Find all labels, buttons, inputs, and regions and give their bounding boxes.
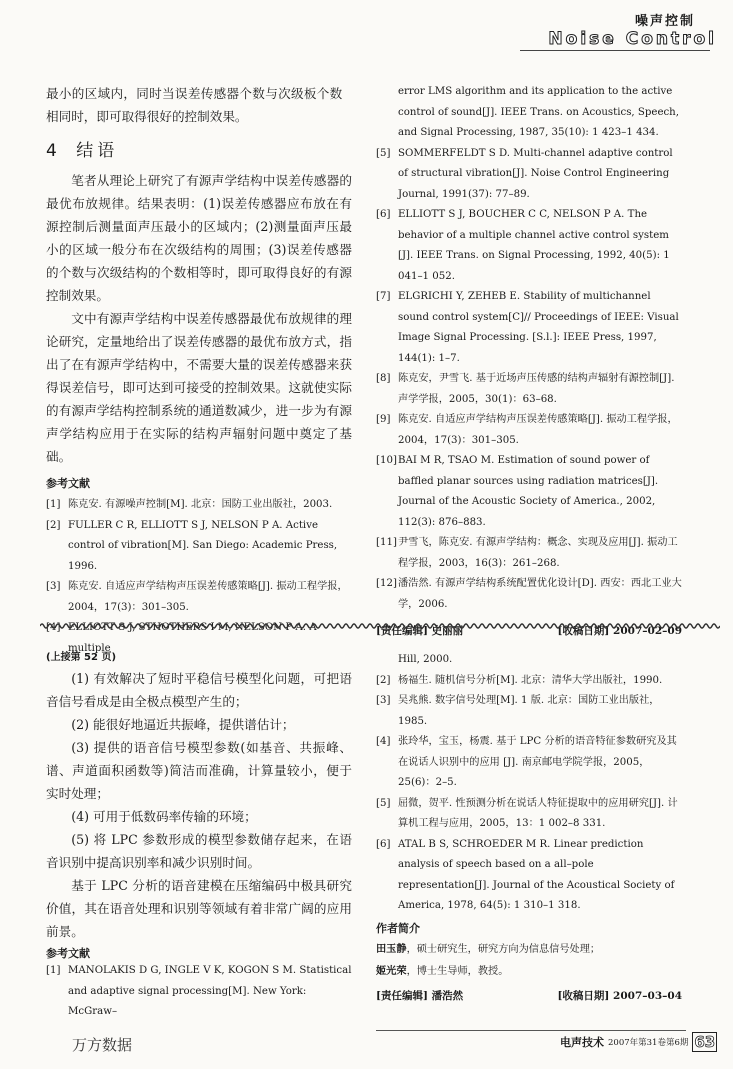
- reference-item: [1] MANOLAKIS D G, INGLE V K, KOGON S M. Statistical and adaptive signal processing[M]. New York: McGraw–: [46, 965, 352, 1017]
- upper-left-column: [46, 82, 352, 659]
- reference-item: [4] ELLIOTT S J, STHOTHERS I M, NELSON P A. A multiple: [46, 622, 317, 654]
- point-3: (3) 提供的语音信号模型参数(如基音、共振峰、谱、声道面积函数等)简洁而准确，计算量较小，便于实时处理；: [46, 740, 352, 801]
- intro-line-1: 最小的区域内，同时当误差传感器个数与次级板个数: [46, 86, 343, 101]
- upper-right-column: [376, 82, 682, 642]
- reference-item: [3] 吴兆熊. 数字信号处理[M]. 1 版. 北京：国防工业出版社，1985.: [376, 695, 660, 727]
- reference-item: [5] SOMMERFELDT S D. Multi-channel adaptive control of structural vibration[J]. Noise Control Engineering Journal, 1991(37): 77–89.: [376, 147, 673, 200]
- authors-heading: 作者简介: [376, 921, 420, 935]
- reference-item: [6] ELLIOTT S J, BOUCHER C C, NELSON P A. The behavior of a multiple channel active control system [J]. IEEE Trans. on Signal Processing, 1992, 40(5): 1 041–1 052.: [376, 209, 670, 282]
- received-info: [收稿日期] 2007–02–09: [557, 625, 682, 637]
- refs-heading: 参考文献: [46, 477, 90, 490]
- received-info: [收稿日期] 2007–03–04: [557, 990, 682, 1002]
- upper-left-refs: [46, 495, 352, 659]
- editor-line: [376, 986, 682, 1007]
- header-rule: [520, 50, 710, 51]
- editor-info: [责任编辑] 史丽丽: [376, 625, 464, 637]
- reference-item: [4] 张玲华，宝玉，杨震. 基于 LPC 分析的语音特征参数研究及其在说话人识别中的应用 [J]. 南京邮电学院学报，2005，25(6)：2–5.: [376, 736, 677, 788]
- editor-info: [责任编辑] 潘浩然: [376, 990, 464, 1002]
- header-title-cn: 噪声控制: [634, 14, 695, 29]
- reference-continuation: Hill, 2000.: [398, 654, 453, 665]
- conclusion-para-2: 文中有源声学结构中误差传感器最优布放规律的理论研究，定量地给出了误差传感器的最优布放方式，指出了在有源声学结构中，不需要大量的误差传感器来获得误差信号，即可达到可接受的控制效果。这就使实际的有源声学结构控制系统的通道数减少，进一步为有源声学结构应用于在实际的结构声辐射问题中奠定了基础。: [46, 311, 352, 464]
- summary-para: 基于 LPC 分析的语音建模在压缩编码中极具研究价值，其在语音处理和识别等领域有着非常广阔的应用前景。: [46, 878, 352, 939]
- reference-item: [11] 尹雪飞，陈克安. 有源声学结构：概念、实现及应用[J]. 振动工程学报，2003，16(3)：261–268.: [376, 537, 678, 569]
- point-2: (2) 能很好地逼近共振峰，提供谱估计；: [71, 717, 295, 732]
- intro-line-2: 相同时，即可取得很好的控制效果。: [46, 109, 248, 124]
- reference-item: [2] FULLER C R, ELLIOTT S J, NELSON P A. Active control of vibration[M]. San Diego: Academic Press, 1996.: [46, 519, 338, 572]
- reference-item: [7] ELGRICHI Y, ZEHEB E. Stability of multichannel sound control system[C]// Proceedings of IEEE: Visual Image Signal Processing. [S.l.]: IEEE Press, 1997, 144(1): 1–7.: [376, 291, 679, 364]
- lower-left-column: [46, 648, 352, 1023]
- footer-issue: 2007年第31卷第6期: [608, 1038, 689, 1048]
- point-4: (4) 可用于低数码率传输的环境；: [71, 809, 257, 824]
- journal-footer: [560, 1032, 717, 1052]
- section-heading: [46, 140, 352, 163]
- reference-item: [5] 屈微，贺平. 性预测分析在说话人特征提取中的应用研究[J]. 计算机工程与应用，2005，13：1 002–8 331.: [376, 797, 678, 829]
- reference-item: [2] 杨福生. 随机信号分析[M]. 北京：清华大学出版社，1990.: [376, 674, 663, 686]
- footer-rule: [376, 1030, 686, 1031]
- conclusion-para-1: 笔者从理论上研究了有源声学结构中误差传感器的最优布放规律。结果表明：(1)误差传感器应布放在有源控制后测量面声压最小的区域内；(2)测量面声压最小的区域一般分布在次级结构的周围；(3)误差传感器的个数与次级结构的个数相等时，即可取得良好的有源控制效果。: [46, 173, 352, 303]
- wavy-divider: [40, 620, 720, 632]
- journal-header: [548, 10, 717, 49]
- author-line: 姬光荣，博士生导师，教授。: [376, 964, 509, 977]
- continued-note: (上接第 52 页): [46, 652, 117, 663]
- reference-item: [3] 陈克安. 自适应声学结构声压误差传感策略[J]. 振动工程学报，2004，17(3)：301–305.: [46, 581, 348, 613]
- section-title: 结语: [76, 141, 119, 161]
- reference-item: [6] ATAL B S, SCHROEDER M R. Linear prediction analysis of speech based on a all–pole representation[J]. Journal of the Acoustical Society of America, 1978, 64(5): 1 310–1 318.: [376, 838, 675, 911]
- reference-item: [8] 陈克安，尹雪飞. 基于近场声压传感的结构声辐射有源控制[J]. 声学学报，2005，30(1)：63–68.: [376, 373, 675, 405]
- header-title-en: Noise Control: [548, 29, 717, 49]
- page-number: 63: [694, 1033, 716, 1051]
- point-5: (5) 将 LPC 参数形成的模型参数储存起来，在语音识别中提高识别率和减少识别时间。: [46, 832, 352, 870]
- watermark: 万方数据: [72, 1036, 133, 1054]
- reference-item: [10] BAI M R, TSAO M. Estimation of sound power of baffled planar sources using radiation matrices[J]. Journal of the Acoustic Society of America., 2002, 112(3): 876–883.: [376, 455, 659, 528]
- refs-heading: 参考文献: [46, 947, 90, 960]
- reference-continuation: error LMS algorithm and its application to the active control of sound[J]. IEEE Trans. on Acoustics, Speech, and Signal Processing, 1987, 35(10): 1 423–1 434.: [398, 86, 679, 138]
- reference-item: [9] 陈克安. 自适应声学结构声压误差传感策略[J]. 振动工程学报，2004，17(3)：301–305.: [376, 414, 678, 446]
- reference-item: [1] 陈克安. 有源噪声控制[M]. 北京：国防工业出版社，2003.: [46, 499, 333, 510]
- section-number: 4: [46, 141, 57, 161]
- reference-item: [12] 潘浩然. 有源声学结构系统配置优化设计[D]. 西安：西北工业大学，2006.: [376, 578, 682, 610]
- point-1: (1) 有效解决了短时平稳信号模型化问题，可把语音信号看成是由全极点模型产生的；: [46, 671, 352, 709]
- footer-journal: 电声技术: [560, 1036, 604, 1049]
- lower-right-column: [376, 650, 682, 1007]
- author-line: 田玉静，硕士研究生，研究方向为信息信号处理；: [376, 943, 601, 955]
